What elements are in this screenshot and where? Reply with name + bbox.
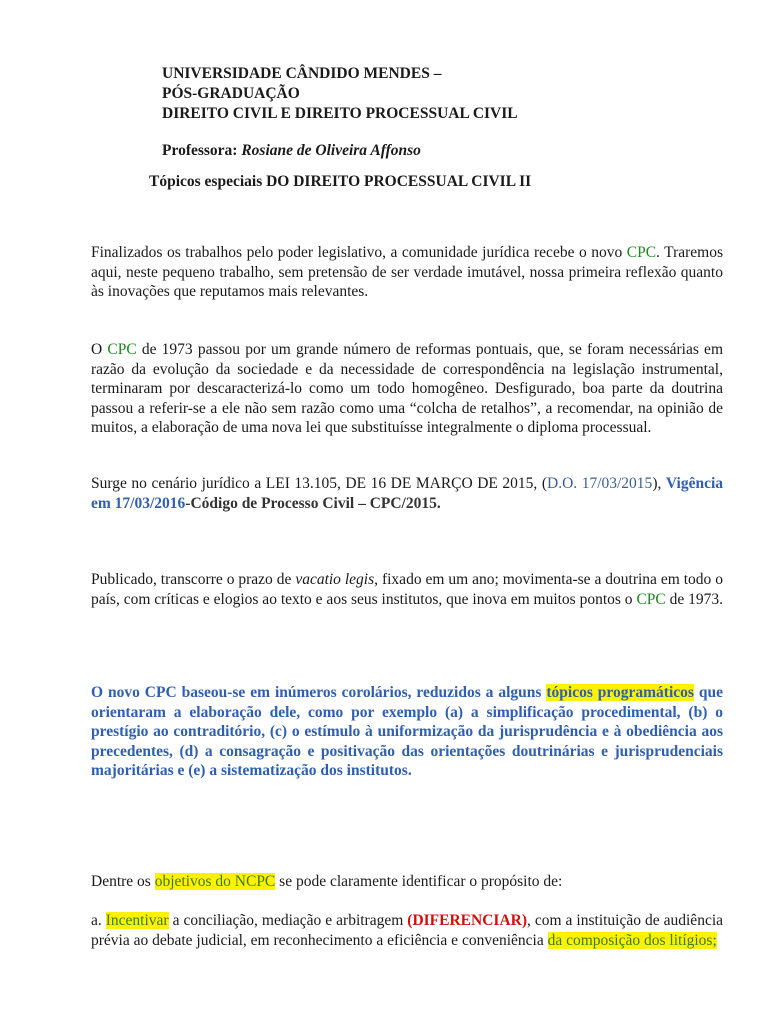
paragraph-cpc-1973 [91, 340, 723, 438]
professor-name: Rosiane de Oliveira Affonso [241, 142, 421, 159]
paragraph-item-a [91, 911, 723, 950]
p6-text-a: Dentre os [91, 873, 155, 890]
p7-text-a: a. [91, 912, 106, 929]
p3-text-b: ), [652, 475, 666, 492]
professor-label: Professora: [162, 142, 238, 159]
p6-text-b: se pode claramente identificar o propósito de: [275, 873, 563, 890]
topics-title: Tópicos especiais DO DIREITO PROCESSUAL CIVIL II [149, 173, 532, 190]
paragraph-intro [91, 243, 723, 302]
p1-text-b: . Traremos aqui, neste pequeno trabalho, sem pretensão de ser verdade imutável, nossa primeira reflexão quanto às inovações que reputamos mais relevantes. [91, 244, 723, 301]
university-title: UNIVERSIDADE CÂNDIDO MENDES – [162, 65, 442, 82]
incentivar-highlight: Incentivar [105, 912, 169, 929]
topicos-highlight: tópicos programáticos [546, 684, 694, 701]
p4-text-a: Publicado, transcorre o prazo de [91, 571, 296, 588]
cpc-term: CPC [626, 244, 657, 261]
p2-text-b: de 1973 passou por um grande número de reformas pontuais, que, se foram necessárias em razão da evolução da sociedade e da necessidade de correspondência na legislação instrumental, terminaram por descaracterizá-lo como um todo homogêneo. Desfigurado, boa parte da doutrina passou a referir-se a ele não sem razão como uma “colcha de retalhos”, a recomendar, na opinião de muitos, a elaboração de uma nova lei que substituísse integralmente o diploma processual. [91, 341, 723, 437]
paragraph-vacatio [91, 570, 723, 609]
p1-text-a: Finalizados os trabalhos pelo poder legislativo, a comunidade jurídica recebe o novo [91, 244, 627, 261]
p5-text-b: baseou-se em inúmeros corolários, reduzidos a alguns [176, 684, 547, 701]
course-title: DIREITO CIVIL E DIREITO PROCESSUAL CIVIL [162, 105, 518, 122]
composicao-highlight: da composição dos litígios; [547, 931, 717, 949]
p5-text-a: O novo [91, 684, 145, 701]
paragraph-objetivos [91, 872, 723, 892]
diferenciar-text: (DIFERENCIAR) [407, 912, 527, 929]
vigencia-text: Vigência em 17/03/2016 [91, 475, 724, 512]
professor-line [162, 141, 421, 161]
vacatio-term: vacatio legis [295, 571, 375, 588]
program-title: PÓS-GRADUAÇÃO [162, 85, 300, 102]
p4-text-b: , fixado em um ano; movimenta-se a doutrina em todo o país, com críticas e elogios ao texto e aos seus institutos, que inova em muitos pontos o [91, 571, 723, 608]
p7-text-c: , com a instituição de audiência prévia ao debate judicial, em reconhecimento a eficiência e conveniência [91, 912, 724, 949]
do-date: D.O. 17/03/2015 [547, 475, 653, 492]
cpc-term: CPC [636, 590, 666, 608]
paragraph-lei [91, 474, 723, 513]
p5-text-c: que orientaram a elaboração dele, como por exemplo (a) a simplificação procedimental, (b) o prestígio ao contraditório, (c) o estímulo à uniformização da jurisprudência e à obediência aos precedentes, (d) a consagração e positivação das orientações doutrinárias e jurisprudenciais majoritárias e (e) a sistematização dos institutos. [91, 684, 723, 780]
codigo-text: -Código de Processo Civil – CPC/2015. [185, 494, 441, 512]
p3-text-a: Surge no cenário jurídico a LEI 13.105, DE 16 DE MARÇO DE 2015, ( [91, 475, 548, 492]
paragraph-topicos [91, 683, 723, 781]
cpc-term: CPC [107, 341, 137, 358]
p7-text-b: a conciliação, mediação e arbitragem [168, 912, 408, 929]
objetivos-highlight: objetivos do NCPC [154, 873, 276, 890]
p4-text-c: de 1973. [665, 590, 724, 608]
p2-text-a: O [91, 341, 108, 358]
cpc-term: CPC [144, 684, 177, 701]
